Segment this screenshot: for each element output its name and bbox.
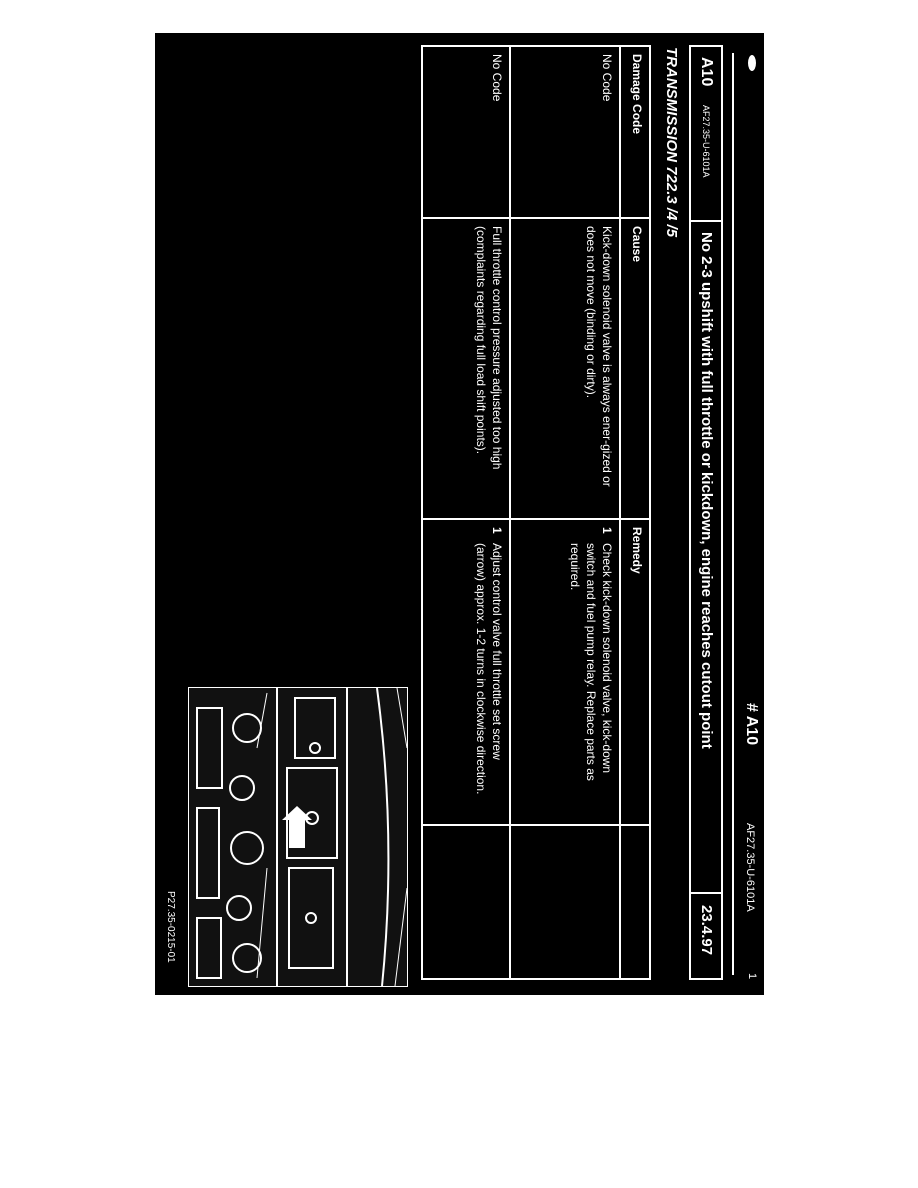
column-header-cause: Cause (620, 218, 650, 519)
scanned-page (155, 33, 764, 995)
header-reference: AF27.35-U-6101A (744, 823, 756, 912)
header-divider (732, 53, 734, 975)
column-header-blank (620, 825, 650, 979)
cause-cell: Full throttle control pressure adjusted too high (complaints regarding full load shift points). (422, 218, 510, 519)
blank-cell (510, 825, 620, 979)
header-code: # A10 (743, 703, 760, 746)
diagnosis-table (421, 45, 651, 980)
blank-cell (422, 825, 510, 979)
valve-body-drawing (189, 688, 407, 986)
document-date: 23.4.97 (698, 905, 715, 956)
damage-code-cell: No Code (510, 46, 620, 218)
table-row (510, 46, 620, 979)
table-row (422, 46, 510, 979)
figure-label: P27.35-0215-01 (165, 891, 176, 963)
remedy-text: Check kick-down solenoid valve, kick-down switch and fuel pump relay. Replace parts as required. (568, 543, 614, 781)
table-header-row (620, 46, 650, 979)
manufacturer-logo-icon (748, 55, 756, 71)
section-title: TRANSMISSION 722.3 /4 /5 (663, 47, 680, 238)
document-title: No 2-3 upshift with full throttle or kickdown, engine reaches cutout point (698, 232, 715, 749)
remedy-cell (510, 519, 620, 825)
header-page-number: 1 (746, 973, 758, 980)
title-bar-code: A10 (698, 57, 715, 87)
remedy-text: Adjust control valve full throttle set screw (arrow) approx. 1-2 turns in clockwise direction. (474, 543, 504, 795)
title-bar (689, 45, 723, 980)
column-header-remedy: Remedy (620, 519, 650, 825)
damage-code-cell: No Code (422, 46, 510, 218)
remedy-cell (422, 519, 510, 825)
title-bar-reference: AF27.35-U-6101A (701, 105, 711, 178)
rotated-content (155, 33, 764, 995)
valve-body-illustration (188, 687, 408, 987)
remedy-step-number: 1 (490, 527, 504, 534)
remedy-step-number: 1 (600, 527, 614, 534)
column-header-damage-code: Damage Code (620, 46, 650, 218)
cause-cell: Kick-down solenoid valve is always ener-gized or does not move (binding or dirty). (510, 218, 620, 519)
